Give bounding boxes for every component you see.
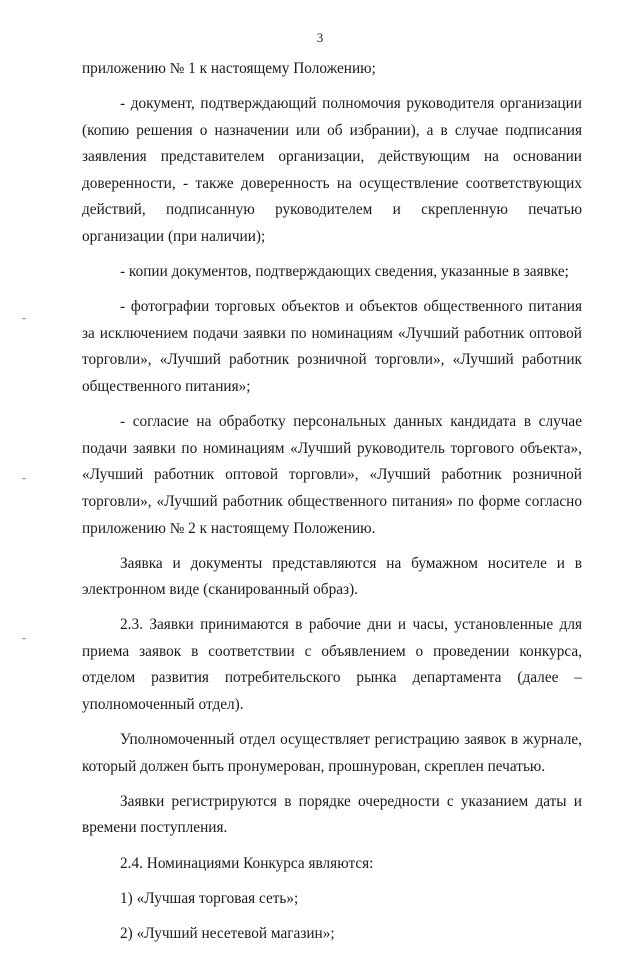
paragraph: - документ, подтверждающий полномочия руководителя организации (копию решения о назначении или об избрании), а в случае подписания заявления представителем организации, действующим на основании доверенности, - также доверенность на осуществление соответствующих действий, подписанную руководителем и скрепленную печатью организации (при наличии);: [82, 95, 582, 246]
margin-mark: [22, 478, 26, 479]
paragraph: 2.3. Заявки принимаются в рабочие дни и часы, установленные для приема заявок в соответствии с объявлением о проведении конкурса, отделом развития потребительского рынка департамента (далее – уполномоченный отдел).: [82, 616, 582, 714]
paragraph: Заявка и документы представляются на бумажном носителе и в электронном виде (сканированный образ).: [82, 554, 582, 599]
paragraph: 2) «Лучший несетевой магазин»;: [120, 924, 335, 942]
paragraph: - копии документов, подтверждающих сведения, указанные в заявке;: [120, 263, 569, 281]
paragraph: Заявки регистрируются в порядке очередности с указанием даты и времени поступления.: [82, 792, 582, 837]
paragraph: - согласие на обработку персональных данных кандидата в случае подачи заявки по номинациям «Лучший руководитель торгового объекта», «Лучший работник оптовой торговли», «Лучший работник розничной торговли», «Лучший работник общественного питания» по форме согласно приложению № 2 к настоящему Положению.: [82, 413, 582, 537]
document-body: [82, 56, 582, 956]
page-number: 3: [316, 30, 324, 45]
margin-mark: [22, 318, 26, 319]
paragraph: 1) «Лучшая торговая сеть»;: [120, 889, 299, 907]
paragraph: Уполномоченный отдел осуществляет регистрацию заявок в журнале, который должен быть пронумерован, прошнурован, скреплен печатью.: [82, 731, 582, 775]
margin-mark: [22, 638, 26, 639]
paragraph: приложению № 1 к настоящему Положению;: [82, 60, 376, 77]
paragraph: 2.4. Номинациями Конкурса являются:: [120, 854, 374, 872]
paragraph: - фотографии торговых объектов и объектов общественного питания за исключением подачи заявки по номинациям «Лучший работник оптовой торговли», «Лучший работник розничной торговли», «Лучший работник общественного питания»;: [82, 298, 582, 396]
